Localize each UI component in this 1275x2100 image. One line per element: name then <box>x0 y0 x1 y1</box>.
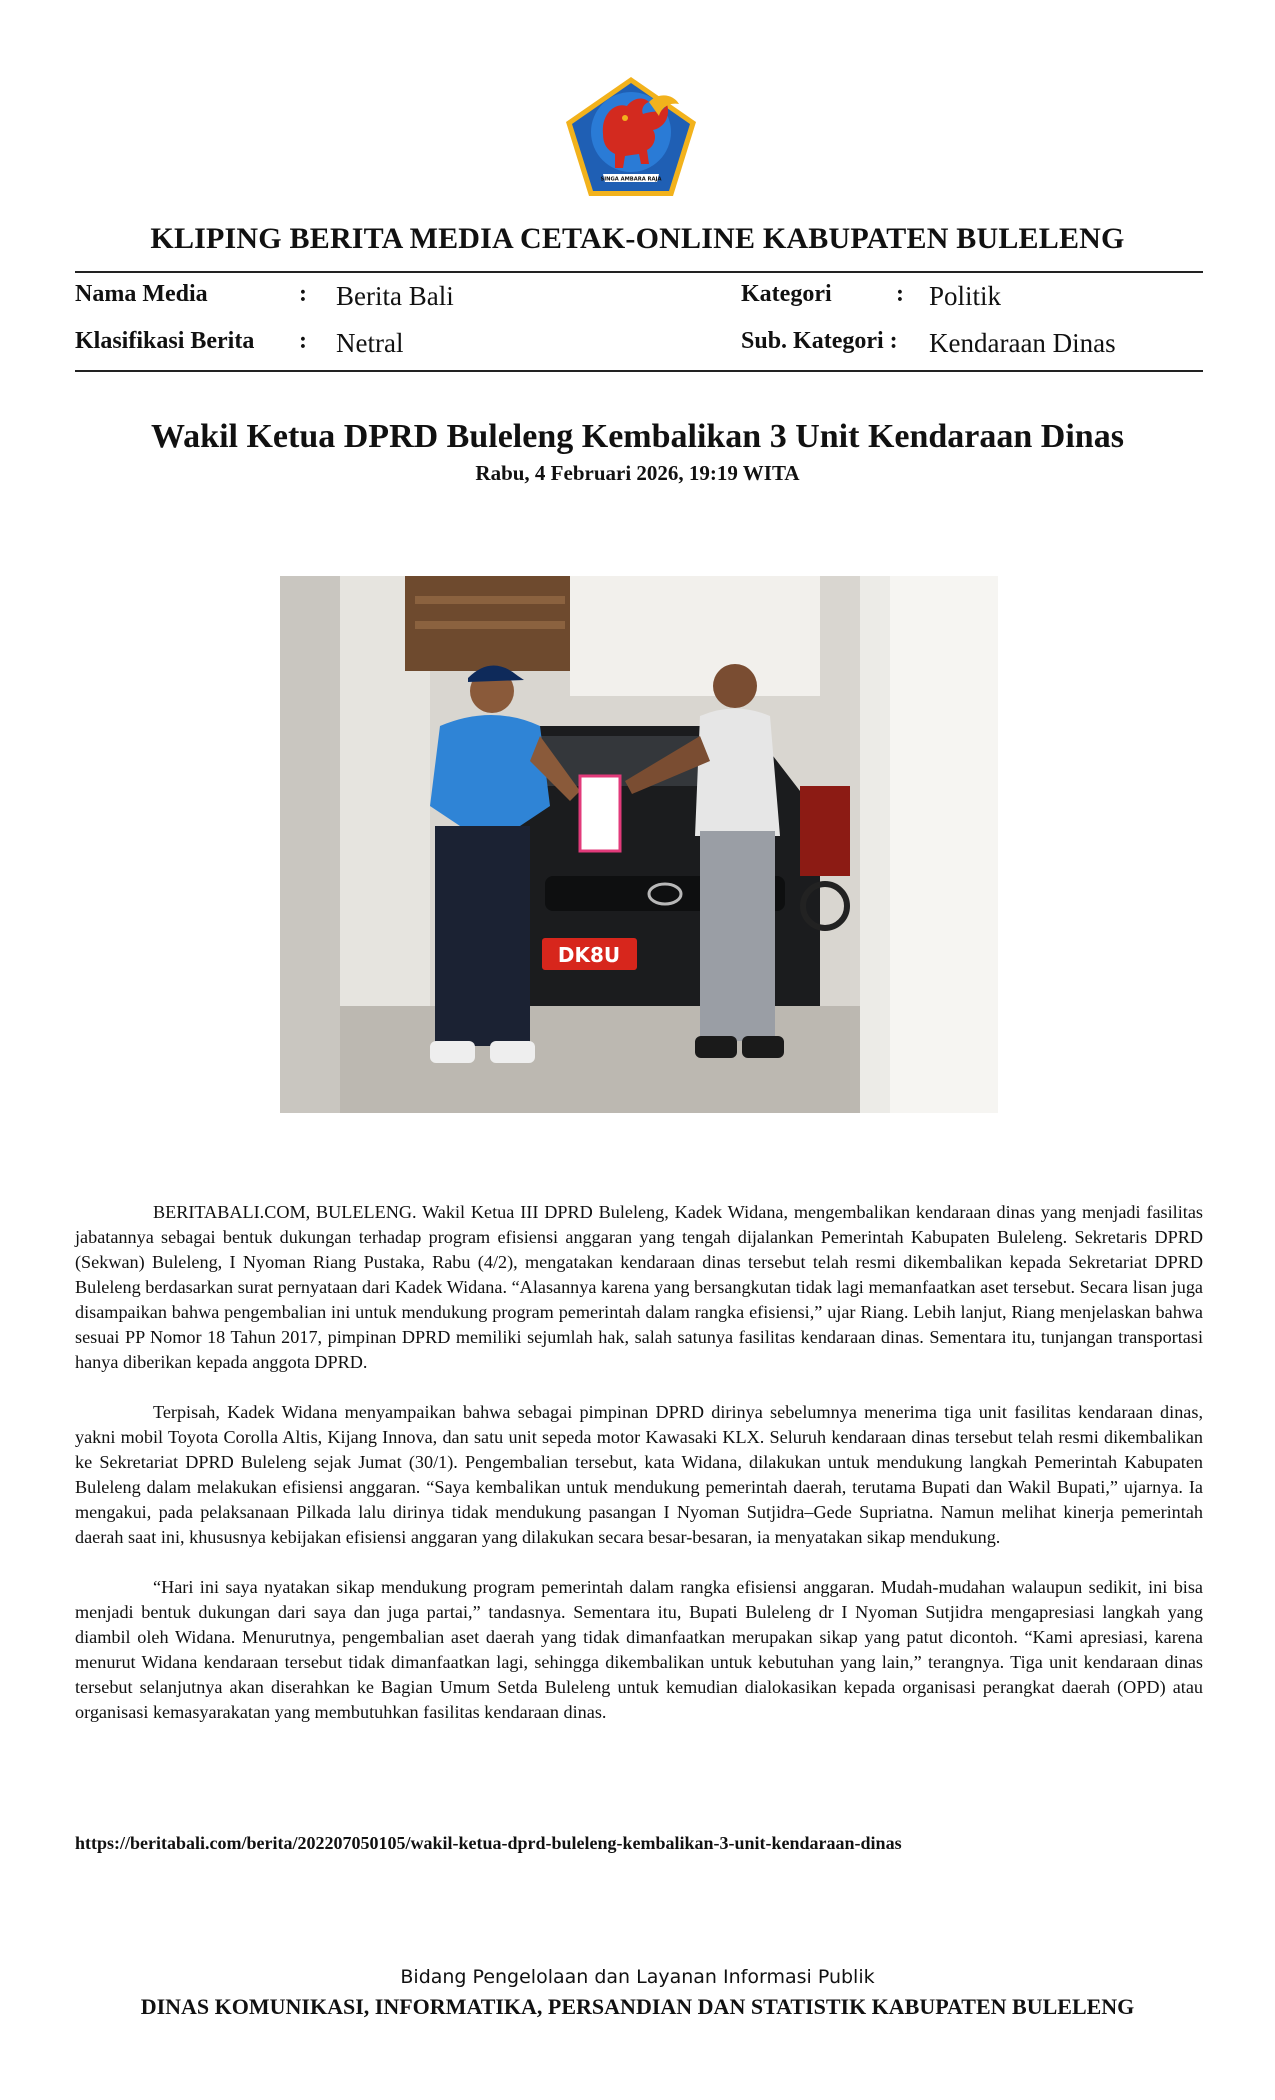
bottom-divider <box>75 370 1203 372</box>
media-colon: : <box>299 281 307 307</box>
footer-agency: DINAS KOMUNIKASI, INFORMATIKA, PERSANDIAN DAN STATISTIK KABUPATEN BULELENG <box>140 1994 1135 2019</box>
media-value: Berita Bali <box>336 281 454 311</box>
article-headline: Wakil Ketua DPRD Buleleng Kembalikan 3 Unit Kendaraan Dinas <box>151 418 1124 455</box>
top-divider <box>75 271 1203 273</box>
license-plate-text: DK8U <box>557 943 621 967</box>
footer-department: Bidang Pengelolaan dan Layanan Informasi Publik <box>400 1966 875 1988</box>
article-photo <box>280 576 998 1113</box>
subkategori-label: Sub. Kategori : <box>741 328 898 354</box>
article-body <box>75 1200 1203 1750</box>
article-paragraph-1: BERITABALI.COM, BULELENG. Wakil Ketua III DPRD Buleleng, Kadek Widana, mengembalikan kendaraan dinas yang menjadi fasilitas jabatannya sebagai bentuk dukungan terhadap program efisiensi anggaran yang tengah dijalankan Pemerintah Kabupaten Buleleng. Sekretaris DPRD (Sekwan) Buleleng, I Nyoman Riang Pustaka, Rabu (4/2), mengatakan kendaraan dinas tersebut telah resmi dikembalikan kepada Sekretariat DPRD Buleleng berdasarkan surat pernyataan dari Kadek Widana. “Alasannya karena yang bersangkutan tidak lagi memanfaatkan aset tersebut. Secara lisan juga disampaikan bahwa pengembalian ini untuk mendukung program pemerintah dalam rangka efisiensi,” ujar Riang. Lebih lanjut, Riang menjelaskan bahwa sesuai PP Nomor 18 Tahun 2017, pimpinan DPRD memiliki sejumlah hak, salah satunya fasilitas kendaraan dinas. Sementara itu, tunjangan transportasi hanya diberikan kepada anggota DPRD. <box>75 1202 1203 1372</box>
article-paragraph-3: “Hari ini saya nyatakan sikap mendukung program pemerintah dalam rangka efisiensi anggaran. Mudah-mudahan walaupun sedikit, ini bisa menjadi bentuk dukungan dari saya dan juga partai,” tandasnya. Sementara itu, Bupati Buleleng dr I Nyoman Sutjidra mengapresiasi langkah yang diambil oleh Widana. Menurutnya, pengembalian aset daerah yang tidak dimanfaatkan merupakan sikap yang patut dicontoh. “Kami apresiasi, karena menurut Widana kendaraan tersebut tidak dimanfaatkan lagi, sehingga dikembalikan untuk kebutuhan yang lain,” terangnya. Tiga unit kendaraan dinas tersebut selanjutnya akan diserahkan ke Bagian Umum Setda Buleleng untuk kemudian dialokasikan kepada organisasi perangkat daerah (OPD) atau organisasi kemasyarakatan yang membutuhkan fasilitas kendaraan dinas. <box>75 1577 1203 1722</box>
source-url-link[interactable]: https://beritabali.com/berita/202207050105/wakil-ketua-dprd-buleleng-kembalikan-3-unit-kendaraan-dinas <box>75 1833 902 1853</box>
kategori-label: Kategori <box>741 281 832 307</box>
kategori-colon: : <box>896 281 904 307</box>
media-label: Nama Media <box>75 281 208 307</box>
article-dateline: Rabu, 4 Februari 2026, 19:19 WITA <box>475 461 800 485</box>
article-paragraph-2: Terpisah, Kadek Widana menyampaikan bahwa sebagai pimpinan DPRD dirinya sebelumnya menerima tiga unit fasilitas kendaraan dinas, yakni mobil Toyota Corolla Altis, Kijang Innova, dan satu unit sepeda motor Kawasaki KLX. Seluruh kendaraan dinas tersebut telah resmi dikembalikan ke Sekretariat DPRD Buleleng sejak Jumat (30/1). Pengembalian tersebut, kata Widana, dilakukan untuk mendukung langkah Pemerintah Kabupaten Buleleng dalam melakukan efisiensi anggaran. “Saya kembalikan untuk mendukung pemerintah daerah, terutama Bupati dan Wakil Bupati,” ujarnya. Ia mengakui, pada pelaksanaan Pilkada lalu dirinya tidak mendukung pasangan I Nyoman Sutjidra–Gede Supriatna. Namun melihat kinerja pemerintah daerah saat ini, khususnya kebijakan efisiensi anggaran yang dilakukan secara besar-besaran, ia menyatakan sikap mendukung. <box>75 1402 1203 1547</box>
klasifikasi-value: Netral <box>336 328 404 358</box>
document-title: KLIPING BERITA MEDIA CETAK-ONLINE KABUPATEN BULELENG <box>150 222 1125 255</box>
klasifikasi-colon: : <box>299 328 307 354</box>
subkategori-value: Kendaraan Dinas <box>929 328 1116 358</box>
buleleng-emblem-logo <box>563 74 699 200</box>
kategori-value: Politik <box>929 281 1002 311</box>
logo-motto: SINGA AMBARA RAJA <box>600 176 662 183</box>
klasifikasi-label: Klasifikasi Berita <box>75 328 255 354</box>
